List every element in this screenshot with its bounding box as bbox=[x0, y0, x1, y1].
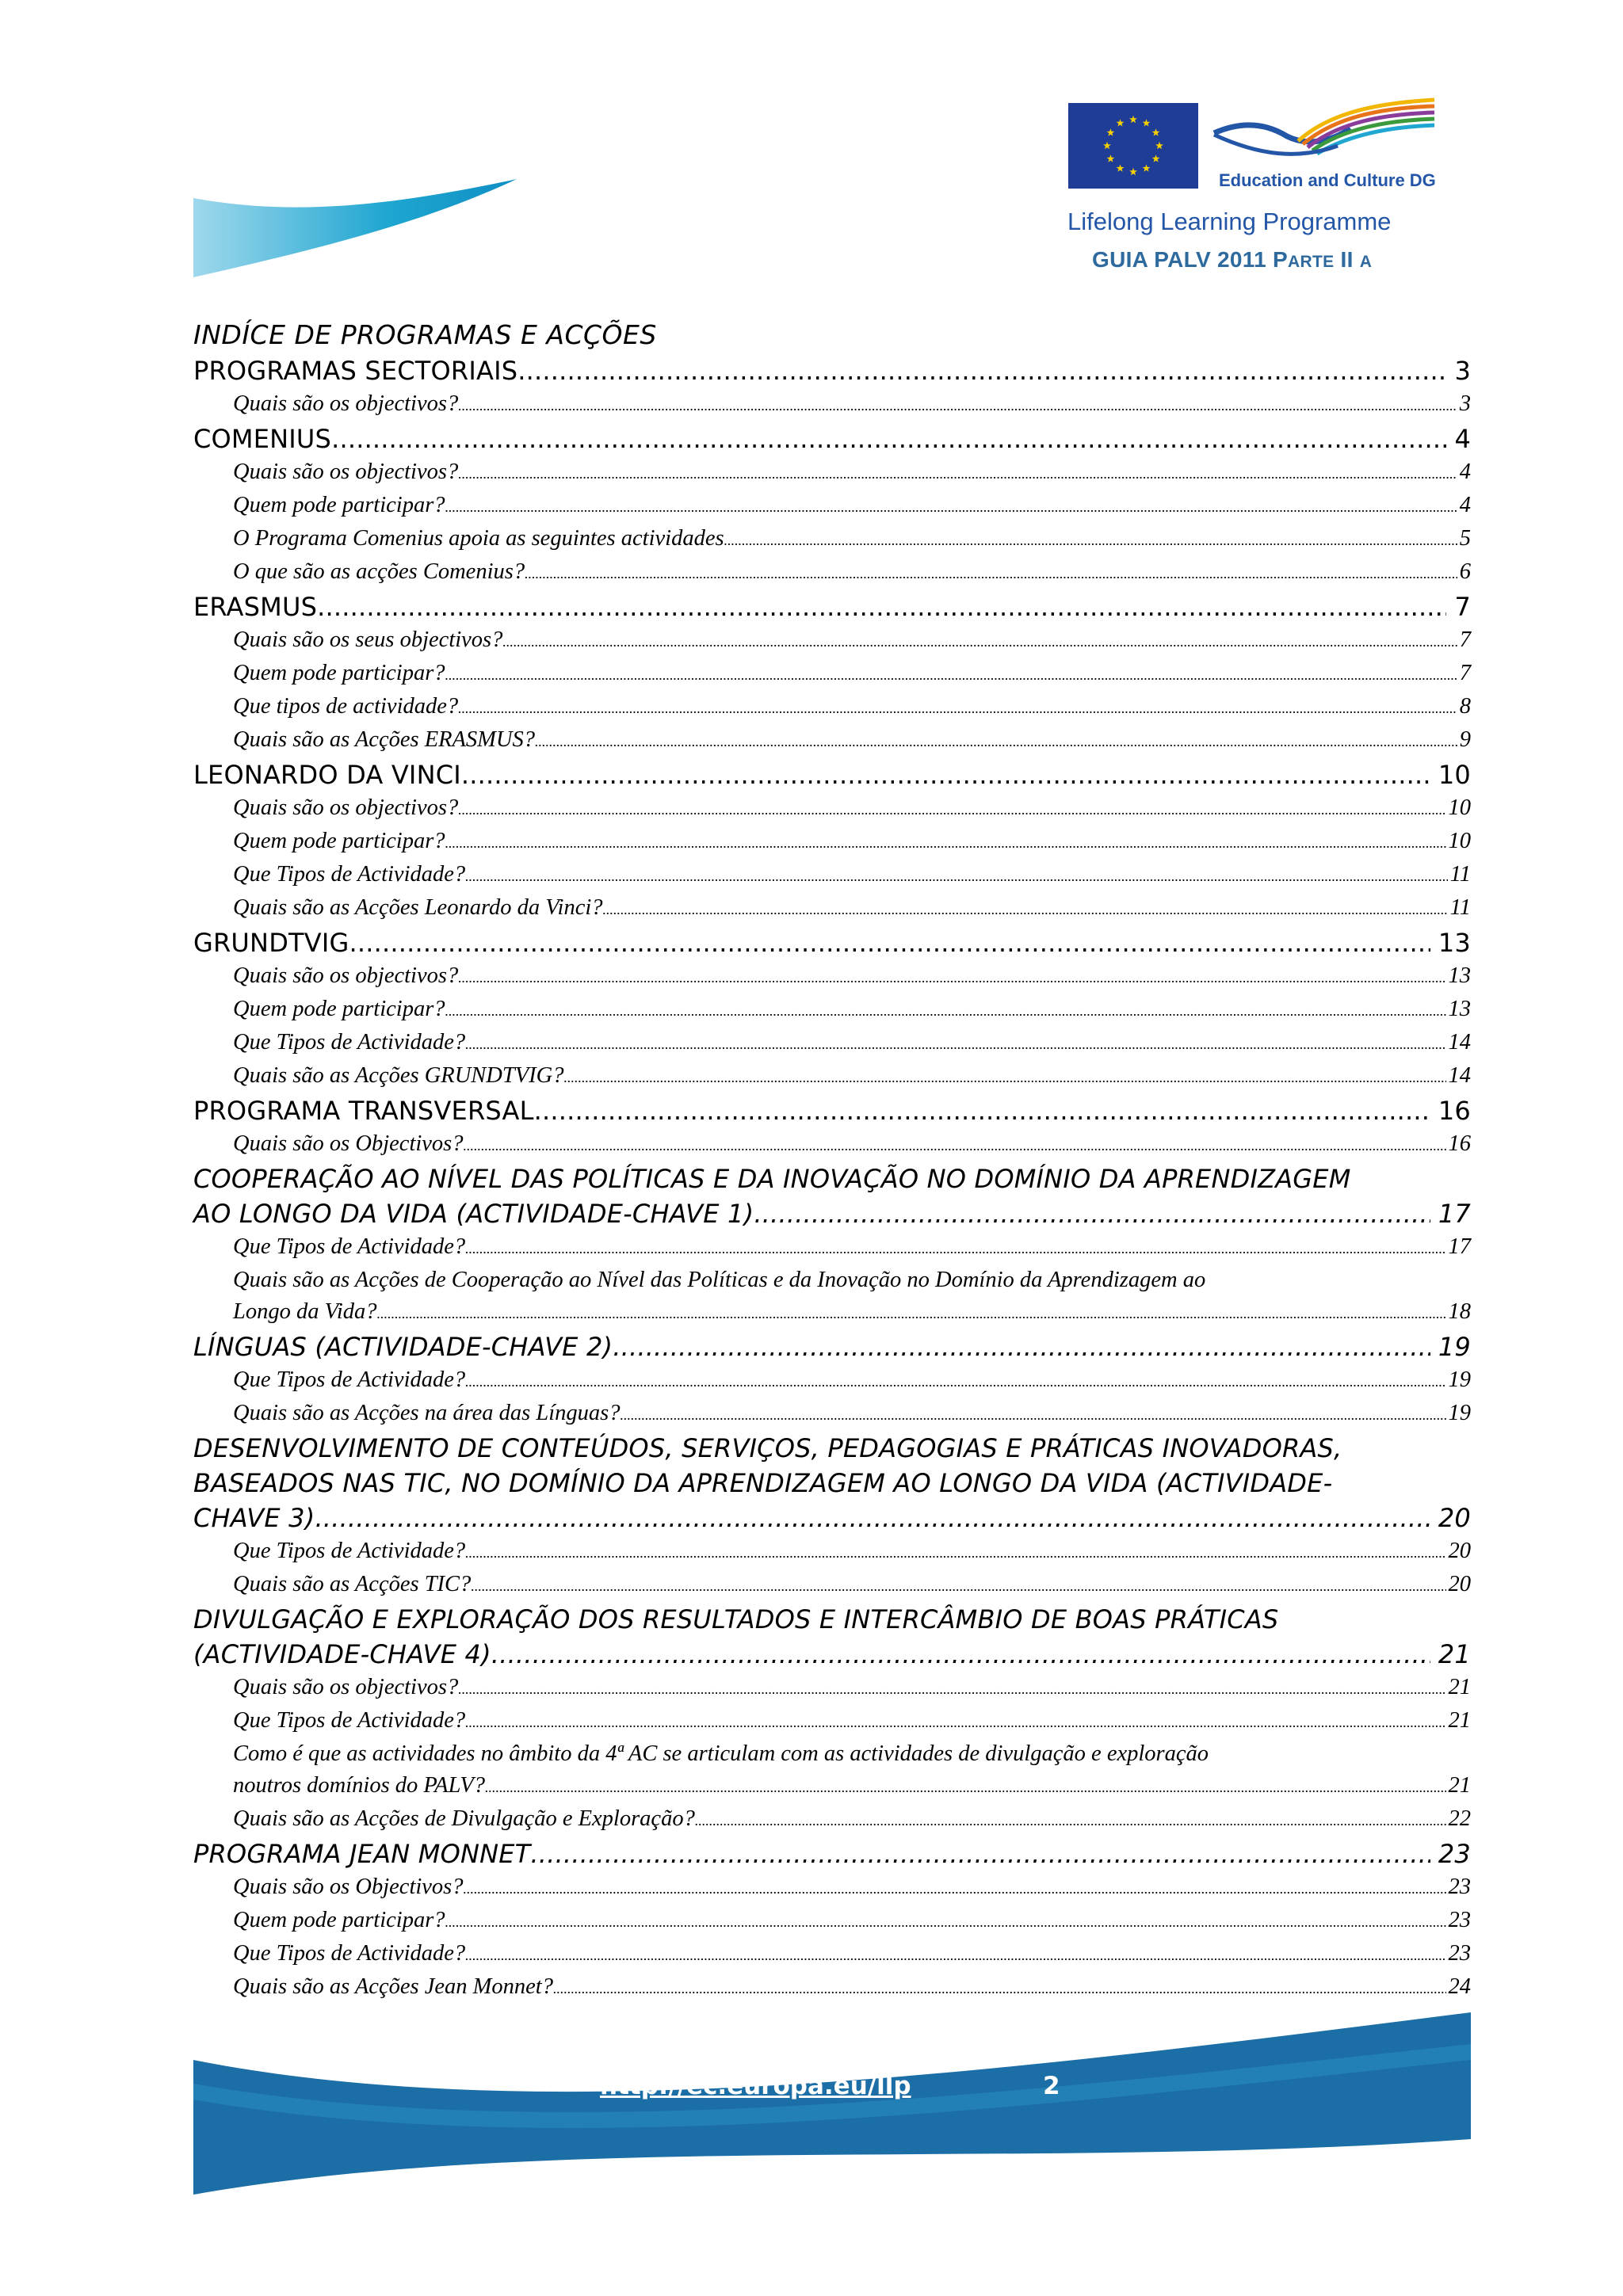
toc-subentry[interactable]: Quem pode participar? ..... 7 bbox=[233, 658, 1471, 691]
guide-title: GUIA PALV 2011 PARTE II A bbox=[1092, 247, 1373, 272]
footer-page-number: 2 bbox=[1043, 2072, 1060, 2100]
toc-subentry[interactable]: Quem pode participar? ..... 4 bbox=[233, 490, 1471, 523]
toc-subentry[interactable]: Que Tipos de Actividade? ..... 14 bbox=[233, 1027, 1471, 1060]
footer-wave bbox=[0, 2012, 1623, 2218]
toc-subentry[interactable]: Quais são os objectivos? ..... 21 bbox=[233, 1672, 1471, 1705]
toc-subentry[interactable]: Quais são os Objectivos? ..... 23 bbox=[233, 1871, 1471, 1905]
toc-subentry[interactable]: O Programa Comenius apoia as seguintes actividades ..... 5 bbox=[233, 523, 1471, 556]
toc-subentry[interactable]: Quais são as Acções GRUNDTVIG? ..... 14 bbox=[233, 1060, 1471, 1093]
toc-section-title-line: DESENVOLVIMENTO DE CONTEÚDOS, SERVIÇOS, PEDAGOGIAS E PRÁTICAS INOVADORAS, bbox=[193, 1433, 1342, 1463]
toc-section-entry[interactable]: CHAVE 3) ..... 20 bbox=[193, 1501, 1471, 1535]
toc-subentry[interactable]: Quais são as Acções Jean Monnet? ..... 24 bbox=[233, 1971, 1471, 2004]
toc-subentry[interactable]: Quais são os objectivos? ..... 13 bbox=[233, 960, 1471, 994]
toc-subentry[interactable]: Que Tipos de Actividade? ..... 21 bbox=[233, 1705, 1471, 1738]
footer-url-link[interactable]: http://ec.europa.eu/llp bbox=[600, 2072, 911, 2100]
toc-subentry[interactable]: Quem pode participar? ..... 10 bbox=[233, 826, 1471, 859]
table-of-contents bbox=[193, 317, 1471, 2004]
toc-subentry[interactable]: Quais são as Acções ERASMUS? ..... 9 bbox=[233, 724, 1471, 757]
toc-subentry[interactable]: Quem pode participar? ..... 23 bbox=[233, 1905, 1471, 1938]
toc-subentry[interactable]: Que tipos de actividade? ..... 8 bbox=[233, 691, 1471, 724]
toc-section-entry[interactable]: COMENIUS ..... 4 bbox=[193, 421, 1471, 456]
toc-subentry[interactable]: Quais são os objectivos? ..... 10 bbox=[233, 792, 1471, 826]
toc-section-title-line: DIVULGAÇÃO E EXPLORAÇÃO DOS RESULTADOS E INTERCÂMBIO DE BOAS PRÁTICAS bbox=[193, 1604, 1279, 1634]
toc-subentry[interactable]: Quais são as Acções TIC? ..... 20 bbox=[233, 1569, 1471, 1602]
programme-name: Lifelong Learning Programme bbox=[1067, 208, 1392, 235]
toc-subentry[interactable]: Quais são as Acções Leonardo da Vinci? ..... 11 bbox=[233, 892, 1471, 925]
toc-subentry[interactable]: Que Tipos de Actividade? ..... 17 bbox=[233, 1231, 1471, 1264]
toc-subentry[interactable]: Longo da Vida? ..... 18 bbox=[233, 1296, 1471, 1329]
toc-title: INDÍCE DE PROGRAMAS E ACÇÕES bbox=[193, 319, 657, 350]
toc-subentry[interactable]: Quem pode participar? ..... 13 bbox=[233, 994, 1471, 1027]
dg-name: Education and Culture DG bbox=[1219, 170, 1436, 190]
toc-subentry[interactable]: O que são as acções Comenius? ..... 6 bbox=[233, 556, 1471, 589]
toc-subentry[interactable]: Quais são as Acções na área das Línguas? ..... 19 bbox=[233, 1398, 1471, 1431]
toc-section-entry[interactable]: LEONARDO DA VINCI ..... 10 bbox=[193, 757, 1471, 792]
toc-section-entry[interactable]: LÍNGUAS (ACTIVIDADE-CHAVE 2) ..... 19 bbox=[193, 1329, 1471, 1364]
toc-section-entry[interactable]: ERASMUS ..... 7 bbox=[193, 589, 1471, 624]
toc-subentry[interactable]: noutros domínios do PALV? ..... 21 bbox=[233, 1770, 1471, 1803]
toc-section-title-line: COOPERAÇÃO AO NÍVEL DAS POLÍTICAS E DA INOVAÇÃO NO DOMÍNIO DA APRENDIZAGEM bbox=[193, 1164, 1351, 1194]
toc-subentry[interactable]: Quais são as Acções de Divulgação e Exploração? ..... 22 bbox=[233, 1803, 1471, 1836]
toc-subentry-line: Como é que as actividades no âmbito da 4ª AC se articulam com as actividades de divulgação e exploração bbox=[233, 1741, 1209, 1766]
toc-subentry[interactable]: Que Tipos de Actividade? ..... 23 bbox=[233, 1938, 1471, 1971]
toc-section-entry[interactable]: AO LONGO DA VIDA (ACTIVIDADE-CHAVE 1) ..... 17 bbox=[193, 1196, 1471, 1231]
header-swoosh bbox=[193, 176, 518, 279]
toc-subentry[interactable]: Quais são os objectivos? ..... 4 bbox=[233, 456, 1471, 490]
toc-section-entry[interactable]: (ACTIVIDADE-CHAVE 4) ..... 21 bbox=[193, 1637, 1471, 1672]
toc-subentry[interactable]: Quais são os Objectivos? ..... 16 bbox=[233, 1128, 1471, 1161]
toc-section-entry[interactable]: PROGRAMAS SECTORIAIS ..... 3 bbox=[193, 353, 1471, 388]
toc-subentry[interactable]: Que Tipos de Actividade? ..... 19 bbox=[233, 1364, 1471, 1398]
toc-section-entry[interactable]: PROGRAMA TRANSVERSAL ..... 16 bbox=[193, 1093, 1471, 1128]
education-culture-dg-logo bbox=[1211, 97, 1436, 163]
toc-subentry[interactable]: Que Tipos de Actividade? ..... 20 bbox=[233, 1535, 1471, 1569]
toc-section-entry[interactable]: PROGRAMA JEAN MONNET ..... 23 bbox=[193, 1836, 1471, 1871]
toc-section-title-line: BASEADOS NAS TIC, NO DOMÍNIO DA APRENDIZAGEM AO LONGO DA VIDA (ACTIVIDADE- bbox=[193, 1468, 1333, 1498]
toc-subentry-line: Quais são as Acções de Cooperação ao Nível das Políticas e da Inovação no Domínio da Aprendizagem ao bbox=[233, 1268, 1206, 1292]
toc-section-entry[interactable]: GRUNDTVIG ..... 13 bbox=[193, 925, 1471, 960]
toc-subentry[interactable]: Que Tipos de Actividade? ..... 11 bbox=[233, 859, 1471, 892]
toc-subentry[interactable]: Quais são os seus objectivos? ..... 7 bbox=[233, 624, 1471, 658]
toc-subentry[interactable]: Quais são os objectivos? ..... 3 bbox=[233, 388, 1471, 421]
eu-flag-logo bbox=[1068, 103, 1198, 189]
